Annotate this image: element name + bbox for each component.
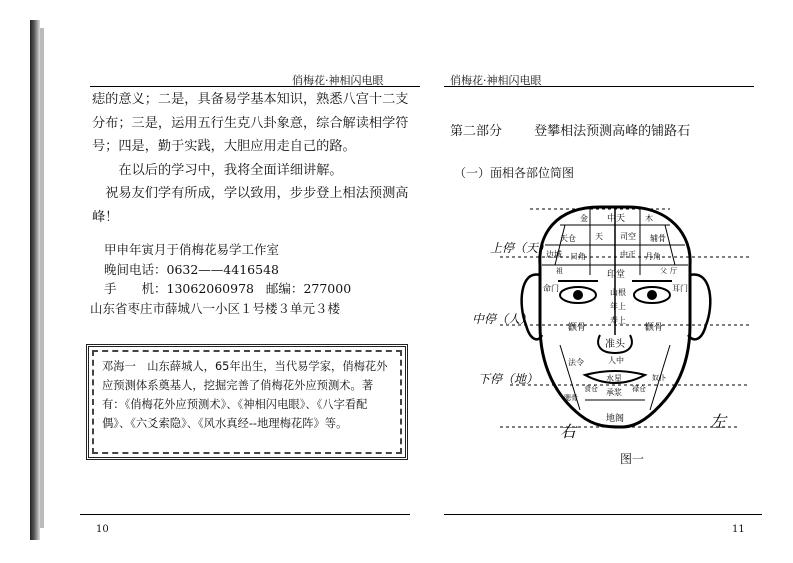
label-yintang: 印堂 (607, 270, 626, 280)
label-nupu: 奴仆 (652, 374, 666, 382)
label-lucang: 禄仓 (632, 385, 646, 393)
running-header: 俏梅花·神相闪电眼 (450, 74, 542, 87)
paragraph-1: 痣的意义；二是，具备易学基本知识，熟悉八宫十二支分布；三是，运用五行生克八卦象意，综合解读相学符号；四是，勤于实践，大胆应用走自己的路。 (92, 92, 409, 154)
mobile-label: 手 机： (104, 281, 167, 296)
label-zhongtian: 中天 (607, 214, 626, 224)
evening-phone: 晚间电话：0632——4416548 (104, 261, 279, 277)
label-tiancang: 天仓 (560, 234, 576, 243)
header-rule (90, 86, 420, 87)
label-nianshang: 年上 (610, 302, 626, 311)
section-label: 第二部分 (450, 124, 503, 139)
label-left-side: 左 (710, 412, 727, 431)
label-lower-court: 下停（地） (478, 372, 539, 386)
label-yuejiao: 月角 (645, 252, 661, 261)
label-fugu: 辅骨 (650, 234, 666, 243)
label-zhuntou: 准头 (605, 339, 625, 350)
label-faling: 法令 (568, 358, 584, 367)
subsection-title: （一）面相各部位简图 (454, 166, 575, 180)
label-quangu-left: 颧骨 (645, 323, 664, 333)
page-number: 11 (732, 524, 745, 535)
label-ting: 厅 (670, 267, 677, 275)
label-dige: 地阁 (606, 414, 625, 424)
author-bio-box (86, 344, 408, 460)
label-shoushang: 寿上 (610, 316, 626, 325)
left-pupil (647, 290, 657, 300)
label-shicang: 食仓 (584, 385, 598, 393)
zip-code: 277000 (303, 281, 352, 296)
label-right-side: 右 (560, 422, 577, 441)
label-rijiao: 日角 (570, 252, 586, 261)
label-biancheng: 边城 (546, 250, 562, 259)
label-renzhong: 人中 (608, 356, 624, 365)
label-shuixing: 水星 (606, 374, 622, 383)
label-jin: 金 (580, 214, 588, 223)
label-zhongzheng: 中正 (620, 250, 636, 259)
label-mingmen: 命门 (543, 284, 559, 293)
label-quangu-right: 颧骨 (568, 323, 587, 333)
book-spine-edge (40, 28, 44, 528)
section-title: 登攀相法预测高峰的铺路石 (534, 124, 691, 139)
label-fu: 父 (660, 267, 667, 275)
label-zu: 祖 (556, 267, 563, 275)
label-sikong: 司空 (620, 232, 636, 241)
label-mu: 木 (645, 214, 653, 223)
running-header: 俏梅花·神相闪电眼 (292, 74, 384, 87)
label-saigu: 腮骨 (564, 394, 578, 402)
studio-line: 甲申年寅月于俏梅花易学工作室 (104, 242, 280, 257)
label-middle-court: 中停（人） (472, 312, 533, 326)
book-spine-shadow (30, 20, 40, 540)
face-diagram (460, 195, 760, 445)
right-pupil (573, 290, 583, 300)
label-tian: 天 (595, 232, 603, 241)
footer-rule (80, 514, 410, 515)
label-chengjiang: 承浆 (606, 388, 622, 397)
left-page (60, 0, 409, 563)
label-ermen: 耳门 (672, 284, 688, 293)
label-upper-court: 上停（天） (490, 241, 551, 255)
paragraph-3: 祝易友们学有所成，学以致用，步步登上相法预测高峰！ (92, 186, 409, 225)
mobile-zip-line (90, 279, 420, 299)
author-bio-text: 邓海一 山东薛城人，65年出生，当代易学家，俏梅花外应预测体系奠基人，挖掘完善了俏梅花外应预测术。著有：《俏梅花外应预测术》、《神相闪电眼》、《八字看配偶》、《六爻索隐》、《风水真经--地理梅花阵》等。 (92, 350, 402, 454)
zip-label: 邮编： (265, 281, 304, 296)
figure-caption: 图一 (620, 452, 645, 466)
body-text (92, 88, 412, 229)
header-rule (444, 86, 754, 87)
paragraph-2: 在以后的学习中，我将全面详细讲解。 (118, 162, 343, 178)
right-page (430, 0, 770, 563)
footer-rule (444, 514, 762, 515)
contact-block (90, 240, 420, 318)
mobile-number: 13062060978 (166, 281, 254, 296)
page-number: 10 (96, 524, 109, 535)
label-shangen: 山根 (610, 288, 626, 297)
section-heading (450, 120, 690, 139)
address-line: 山东省枣庄市薛城八一小区１号楼３单元３楼 (90, 300, 341, 316)
